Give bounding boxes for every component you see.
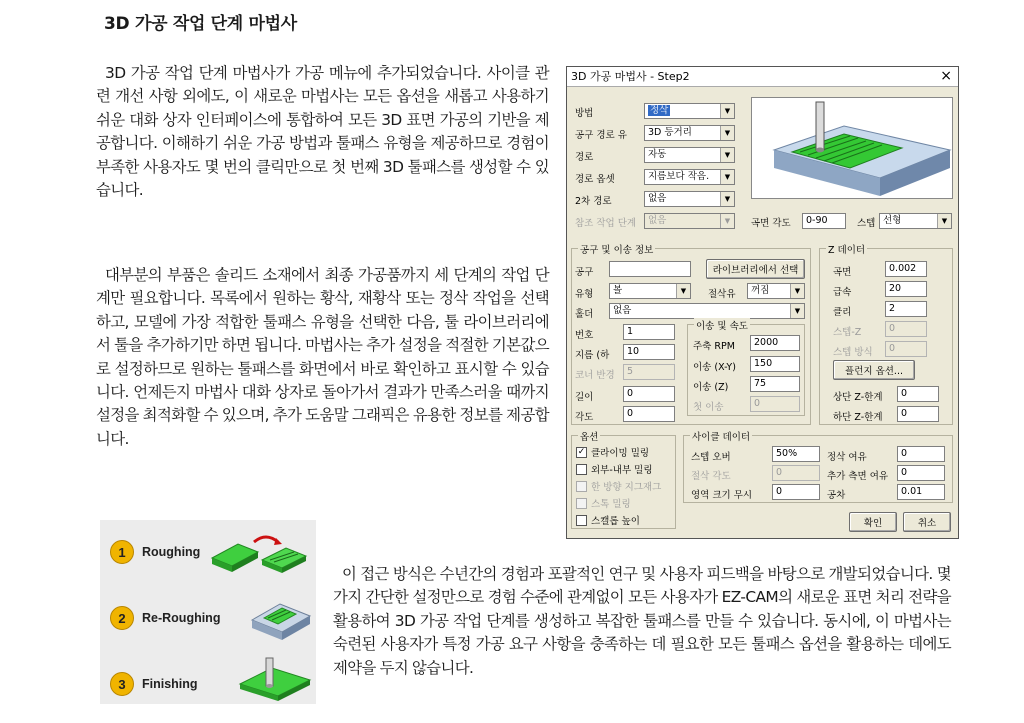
first-feed-label: 첫 이송 <box>693 402 724 413</box>
path-offset-label: 경로 옵셋 <box>575 174 615 185</box>
chevron-down-icon: ▼ <box>937 214 951 228</box>
number-label: 번호 <box>575 330 594 341</box>
type-select[interactable]: 볼 ▼ <box>609 283 691 299</box>
inout-milling-checkbox[interactable] <box>576 462 653 476</box>
chevron-down-icon: ▼ <box>720 148 734 162</box>
feed-xy-label: 이송 (X-Y) <box>693 362 736 373</box>
chevron-down-icon: ▼ <box>790 304 804 318</box>
chevron-down-icon: ▼ <box>720 126 734 140</box>
step-re-roughing <box>110 606 220 630</box>
cut-angle-field[interactable]: 0 <box>772 465 820 481</box>
group-title: Z 데이터 <box>826 242 867 256</box>
checkbox-label: 외부-내부 밀링 <box>591 465 653 476</box>
chevron-down-icon: ▼ <box>790 284 804 298</box>
ref-step-label: 참조 작업 단계 <box>575 218 637 229</box>
checkbox-label: 한 방향 지그재그 <box>591 482 662 493</box>
path-offset-select[interactable]: 지름보다 작음. ▼ <box>644 169 735 185</box>
step-finishing <box>110 672 198 696</box>
toolpath-type-select[interactable]: 3D 등거리 ▼ <box>644 125 735 141</box>
step-dir-field[interactable]: 0 <box>885 341 927 357</box>
group-title: 사이클 데이터 <box>690 429 752 443</box>
dialog-title: 3D 가공 마법사 - Step2 <box>571 70 690 83</box>
step-number-badge: 2 <box>110 606 134 630</box>
paragraph-intro: 3D 가공 작업 단계 마법사가 가공 메뉴에 추가되었습니다. 사이클 관련 개선 사항 외에도, 이 새로운 마법사는 모든 옵션을 새롭고 사용하기 쉬운 대화 상자 인터페이스에 통합하여 모든 3D 표면 가공의 기반을 제공합니다. 이해하기 쉬운 가공 방법과 툴패스 유형을 제공하므로 경험이 부족한 사용자도 몇 번의 클릭만으로 첫 번째 3D 툴패스를 생성할 수 있습니다. <box>96 64 549 200</box>
feed-z-label: 이송 (Z) <box>693 382 729 393</box>
secondary-path-select[interactable]: 없음 ▼ <box>644 191 735 207</box>
side-stock-field[interactable]: 0 <box>897 465 945 481</box>
surface-label: 곡면 <box>833 267 852 278</box>
rapid-field[interactable]: 20 <box>885 281 927 297</box>
toolpath-preview <box>751 97 953 199</box>
clearance-field[interactable]: 2 <box>885 301 927 317</box>
finish-stock-label: 정삭 여유 <box>827 452 867 463</box>
bottom-z-limit-label: 하단 Z-한계 <box>833 412 883 423</box>
method-label: 방법 <box>575 108 594 119</box>
step-z-field[interactable]: 0 <box>885 321 927 337</box>
coolant-select[interactable]: 꺼짐 ▼ <box>747 283 805 299</box>
path-select[interactable]: 자동 ▼ <box>644 147 735 163</box>
checkbox-label: 클라이밍 밀링 <box>591 448 650 459</box>
oneway-zigzag-checkbox[interactable] <box>576 479 661 493</box>
corner-radius-field[interactable]: 5 <box>623 364 675 380</box>
surface-angle-field[interactable]: 0-90 <box>802 213 846 229</box>
paragraph-steps: 대부분의 부품은 솔리드 소재에서 최종 가공품까지 세 단계의 작업 단계만 필요합니다. 목록에서 원하는 황삭, 재황삭 또는 정삭 작업을 선택하고, 모델에 가장 적합한 툴패스 유형을 선택한 다음, 툴 라이브러리에서 툴을 추가하기만 하면 됩니다. 마법사는 추가 설정을 적절한 기본값으로 설정하므로 원하는 툴패스를 화면에서 바로 확인하고 표시할 수 있습니다. 언제든지 마법사 대화 상자로 돌아가서 결과가 만족스러울 때까지 설정을 최적화할 수 있으며, 추가 도움말 그래픽은 유용한 정보를 제공합니다. <box>96 266 549 448</box>
step-dir-label: 스텝 방식 <box>833 347 873 358</box>
rapid-label: 급속 <box>833 287 852 298</box>
top-z-limit-field[interactable]: 0 <box>897 386 939 402</box>
group-title: 옵션 <box>578 429 600 443</box>
step-roughing <box>110 540 200 564</box>
paragraph-approach: 이 접근 방식은 수년간의 경험과 포괄적인 연구 및 사용자 피드백을 바탕으로 개발되었습니다. 몇 가지 간단한 설정만으로 경험 수준에 관계없이 모든 사용자가 EZ-CAM의 새로운 표면 처리 전략을 활용하여 3D 가공 작업 단계를 생성하고 복잡한 툴패스를 만들 수 있습니다. 동시에, 이 마법사는 숙련된 사용자가 특정 가공 요구 사항을 충족하는 데 필요한 모든 툴패스 옵션을 활용하는 데에도 제약을 두지 않습니다. <box>333 565 951 677</box>
cut-angle-label: 절삭 각도 <box>691 471 731 482</box>
cancel-button[interactable]: 취소 <box>903 512 951 532</box>
surface-field[interactable]: 0.002 <box>885 261 927 277</box>
wizard-dialog <box>566 66 959 539</box>
ok-button[interactable]: 확인 <box>849 512 897 532</box>
step-label: 스텝 <box>857 218 876 229</box>
checkbox-label: 스톡 밀링 <box>591 499 631 510</box>
tolerance-label: 공차 <box>827 490 846 501</box>
close-icon[interactable]: × <box>940 68 952 84</box>
diameter-label: 지름 (하 <box>575 350 610 361</box>
path-label: 경로 <box>575 152 594 163</box>
step-label: Re-Roughing <box>142 611 221 625</box>
finish-stock-field[interactable]: 0 <box>897 446 945 462</box>
side-stock-label: 추가 측면 여유 <box>827 471 889 482</box>
spindle-rpm-field[interactable]: 2000 <box>750 335 800 351</box>
preview-image <box>752 98 952 198</box>
chevron-down-icon: ▼ <box>720 104 734 118</box>
checkbox-label: 스캘롭 높이 <box>591 516 640 527</box>
tool-label: 공구 <box>575 267 594 278</box>
clearance-label: 클리 <box>833 307 852 318</box>
spindle-rpm-label: 주축 RPM <box>693 341 735 352</box>
method-select[interactable]: 정삭 ▼ <box>644 103 735 119</box>
holder-select[interactable]: 없음 ▼ <box>609 303 805 319</box>
tool-field[interactable] <box>609 261 691 277</box>
corner-radius-label: 코너 반경 <box>575 370 615 381</box>
scallop-height-checkbox[interactable] <box>576 513 640 527</box>
roughing-image <box>208 530 308 574</box>
step-label: Roughing <box>142 545 201 559</box>
number-field[interactable]: 1 <box>623 324 675 340</box>
feed-xy-field[interactable]: 150 <box>750 356 800 372</box>
climb-milling-checkbox[interactable] <box>576 445 649 459</box>
first-feed-field[interactable]: 0 <box>750 396 800 412</box>
top-z-limit-label: 상단 Z-한계 <box>833 392 883 403</box>
stock-milling-checkbox[interactable] <box>576 496 631 510</box>
angle-label: 각도 <box>575 412 594 423</box>
step-number-badge: 3 <box>110 672 134 696</box>
tolerance-field[interactable]: 0.01 <box>897 484 945 500</box>
surface-angle-label: 곡면 각도 <box>751 218 791 229</box>
group-title: 이송 및 속도 <box>694 318 750 332</box>
library-select-button[interactable]: 라이브러리에서 선택 <box>706 259 805 279</box>
check-icon: ✓ <box>577 446 586 457</box>
chevron-down-icon: ▼ <box>676 284 690 298</box>
ignore-area-label: 영역 크기 무시 <box>691 490 753 501</box>
plunge-options-button[interactable]: 플런지 옵션... <box>833 360 915 380</box>
angle-field[interactable]: 0 <box>623 406 675 422</box>
machining-steps-illustration <box>100 520 316 704</box>
length-field[interactable]: 0 <box>623 386 675 402</box>
secondary-path-label: 2차 경로 <box>575 196 612 207</box>
finishing-image <box>238 656 312 702</box>
ignore-area-field[interactable]: 0 <box>772 484 820 500</box>
stepover-field[interactable]: 50% <box>772 446 820 462</box>
dialog-titlebar <box>567 67 958 87</box>
type-label: 유형 <box>575 289 594 300</box>
holder-label: 홀더 <box>575 309 594 320</box>
step-label: Finishing <box>142 677 198 691</box>
chevron-down-icon: ▼ <box>720 170 734 184</box>
chevron-down-icon: ▼ <box>720 192 734 206</box>
ref-step-select[interactable]: 없음 ▼ <box>644 213 735 229</box>
toolpath-type-label: 공구 경로 유 <box>575 130 627 141</box>
coolant-label: 절삭유 <box>708 289 736 300</box>
feed-z-field[interactable]: 75 <box>750 376 800 392</box>
step-number-badge: 1 <box>110 540 134 564</box>
stepover-label: 스텝 오버 <box>691 452 731 463</box>
chevron-down-icon: ▼ <box>720 214 734 228</box>
step-select[interactable]: 선형 ▼ <box>879 213 952 229</box>
step-z-label: 스텝-Z <box>833 327 862 338</box>
re-roughing-image <box>250 594 312 642</box>
diameter-field[interactable]: 10 <box>623 344 675 360</box>
length-label: 길이 <box>575 392 594 403</box>
group-title: 공구 및 이송 정보 <box>578 242 655 256</box>
page-heading: 3D 가공 작업 단계 마법사 <box>104 14 297 34</box>
bottom-z-limit-field[interactable]: 0 <box>897 406 939 422</box>
